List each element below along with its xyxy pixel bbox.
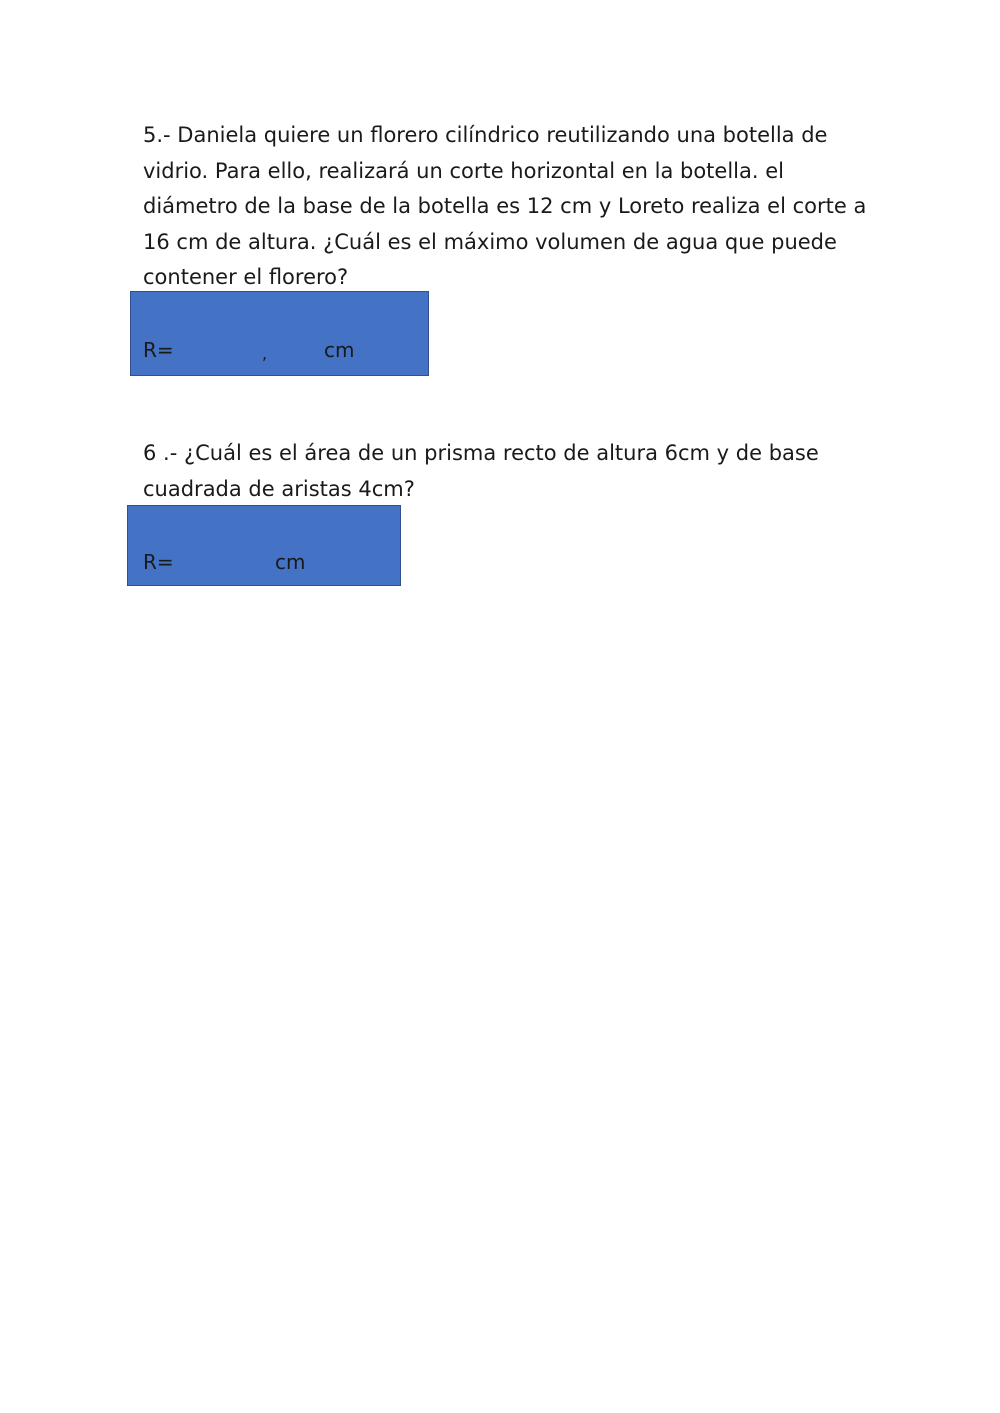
answer-unit: cm [324, 338, 355, 362]
question-5-text: 5.- Daniela quiere un florero cilíndrico reutilizando una botella de vidrio. Para ello, realizará un corte horizontal en la botella. el diámetro de la base de la botella es 12 cm y Loreto realiza el corte a 16 cm de altura. ¿Cuál es el máximo volumen de agua que puede contener el florero? [143, 123, 867, 289]
answer-label: R= [143, 550, 174, 574]
answer-unit: cm [275, 550, 306, 574]
answer-label: R= [143, 338, 174, 362]
question-6-answer-box[interactable] [127, 505, 401, 586]
decimal-separator: , [262, 344, 268, 363]
question-6-text: 6 .- ¿Cuál es el área de un prisma recto de altura 6cm y de base cuadrada de aristas 4cm? [143, 441, 819, 501]
question-5-answer-box[interactable] [130, 291, 429, 376]
